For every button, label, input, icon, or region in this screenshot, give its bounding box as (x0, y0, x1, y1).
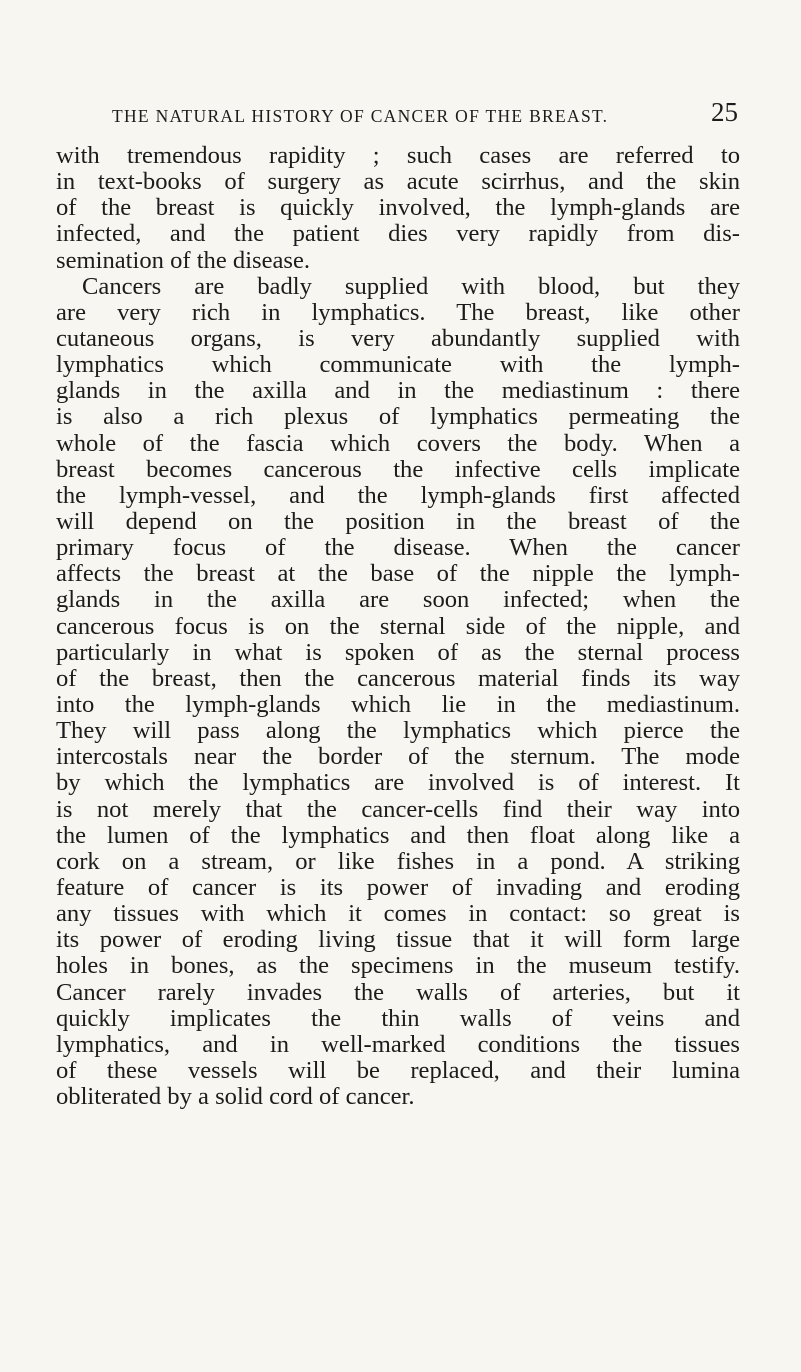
text-line: in text-books of surgery as acute scirrhus, and the skin (56, 168, 740, 196)
text-line: will depend on the position in the breast of the (56, 507, 740, 535)
text-line: of the breast is quickly involved, the lymph-glands are (56, 194, 740, 222)
running-head (112, 97, 738, 131)
text-line: are very rich in lymphatics. The breast, like other (56, 298, 740, 326)
text-line: with tremendous rapidity ; such cases are referred to (56, 142, 740, 169)
text-line: feature of cancer is its power of invading and eroding (56, 873, 740, 901)
text-line: obliterated by a solid cord of cancer. (56, 1083, 415, 1111)
text-line: cutaneous organs, is very abundantly supplied with (56, 324, 740, 352)
text-line: glands in the axilla are soon infected; when the (56, 586, 740, 614)
text-line: cork on a stream, or like fishes in a pond. A striking (56, 847, 740, 875)
text-line: quickly implicates the thin walls of veins and (56, 1004, 740, 1032)
text-line: breast becomes cancerous the infective cells implicate (56, 455, 740, 483)
text-line: affects the breast at the base of the nipple the lymph- (56, 560, 740, 588)
text-line: into the lymph-glands which lie in the mediastinum. (56, 690, 740, 718)
text-line: lymphatics, and in well-marked conditions the tissues (56, 1030, 740, 1058)
text-line: particularly in what is spoken of as the sternal process (56, 638, 740, 666)
text-line: glands in the axilla and in the mediastinum : there (56, 377, 740, 405)
text-line: Cancers are badly supplied with blood, but they (82, 272, 740, 300)
text-line: is not merely that the cancer-cells find their way into (56, 795, 740, 823)
text-line: is also a rich plexus of lymphatics permeating the (56, 403, 740, 431)
text-line: the lumen of the lymphatics and then float along like a (56, 821, 740, 849)
page-number: 25 (711, 97, 738, 127)
text-line: Cancer rarely invades the walls of arteries, but it (56, 978, 740, 1006)
text-line: any tissues with which it comes in contact: so great is (56, 900, 740, 928)
text-line: semination of the disease. (56, 246, 311, 274)
text-line: intercostals near the border of the sternum. The mode (56, 743, 740, 771)
text-line: its power of eroding living tissue that it will form large (56, 926, 740, 954)
body-text (56, 143, 740, 1110)
text-line: holes in bones, as the specimens in the museum testify. (56, 952, 740, 980)
text-line: lymphatics which communicate with the lymph- (56, 351, 740, 379)
text-line: of the breast, then the cancerous material finds its way (56, 664, 740, 692)
text-line: whole of the fascia which covers the body. When a (56, 429, 740, 457)
text-line: primary focus of the disease. When the cancer (56, 534, 740, 562)
text-line: infected, and the patient dies very rapidly from dis- (56, 220, 740, 248)
text-line: by which the lymphatics are involved is of interest. It (56, 769, 740, 797)
running-title: THE NATURAL HISTORY OF CANCER OF THE BREAST. (112, 106, 609, 126)
text-line: of these vessels will be replaced, and their lumina (56, 1056, 740, 1084)
text-line: They will pass along the lymphatics which pierce the (56, 717, 740, 745)
text-line: the lymph-vessel, and the lymph-glands first affected (56, 481, 740, 509)
text-line: cancerous focus is on the sternal side of the nipple, and (56, 612, 740, 640)
